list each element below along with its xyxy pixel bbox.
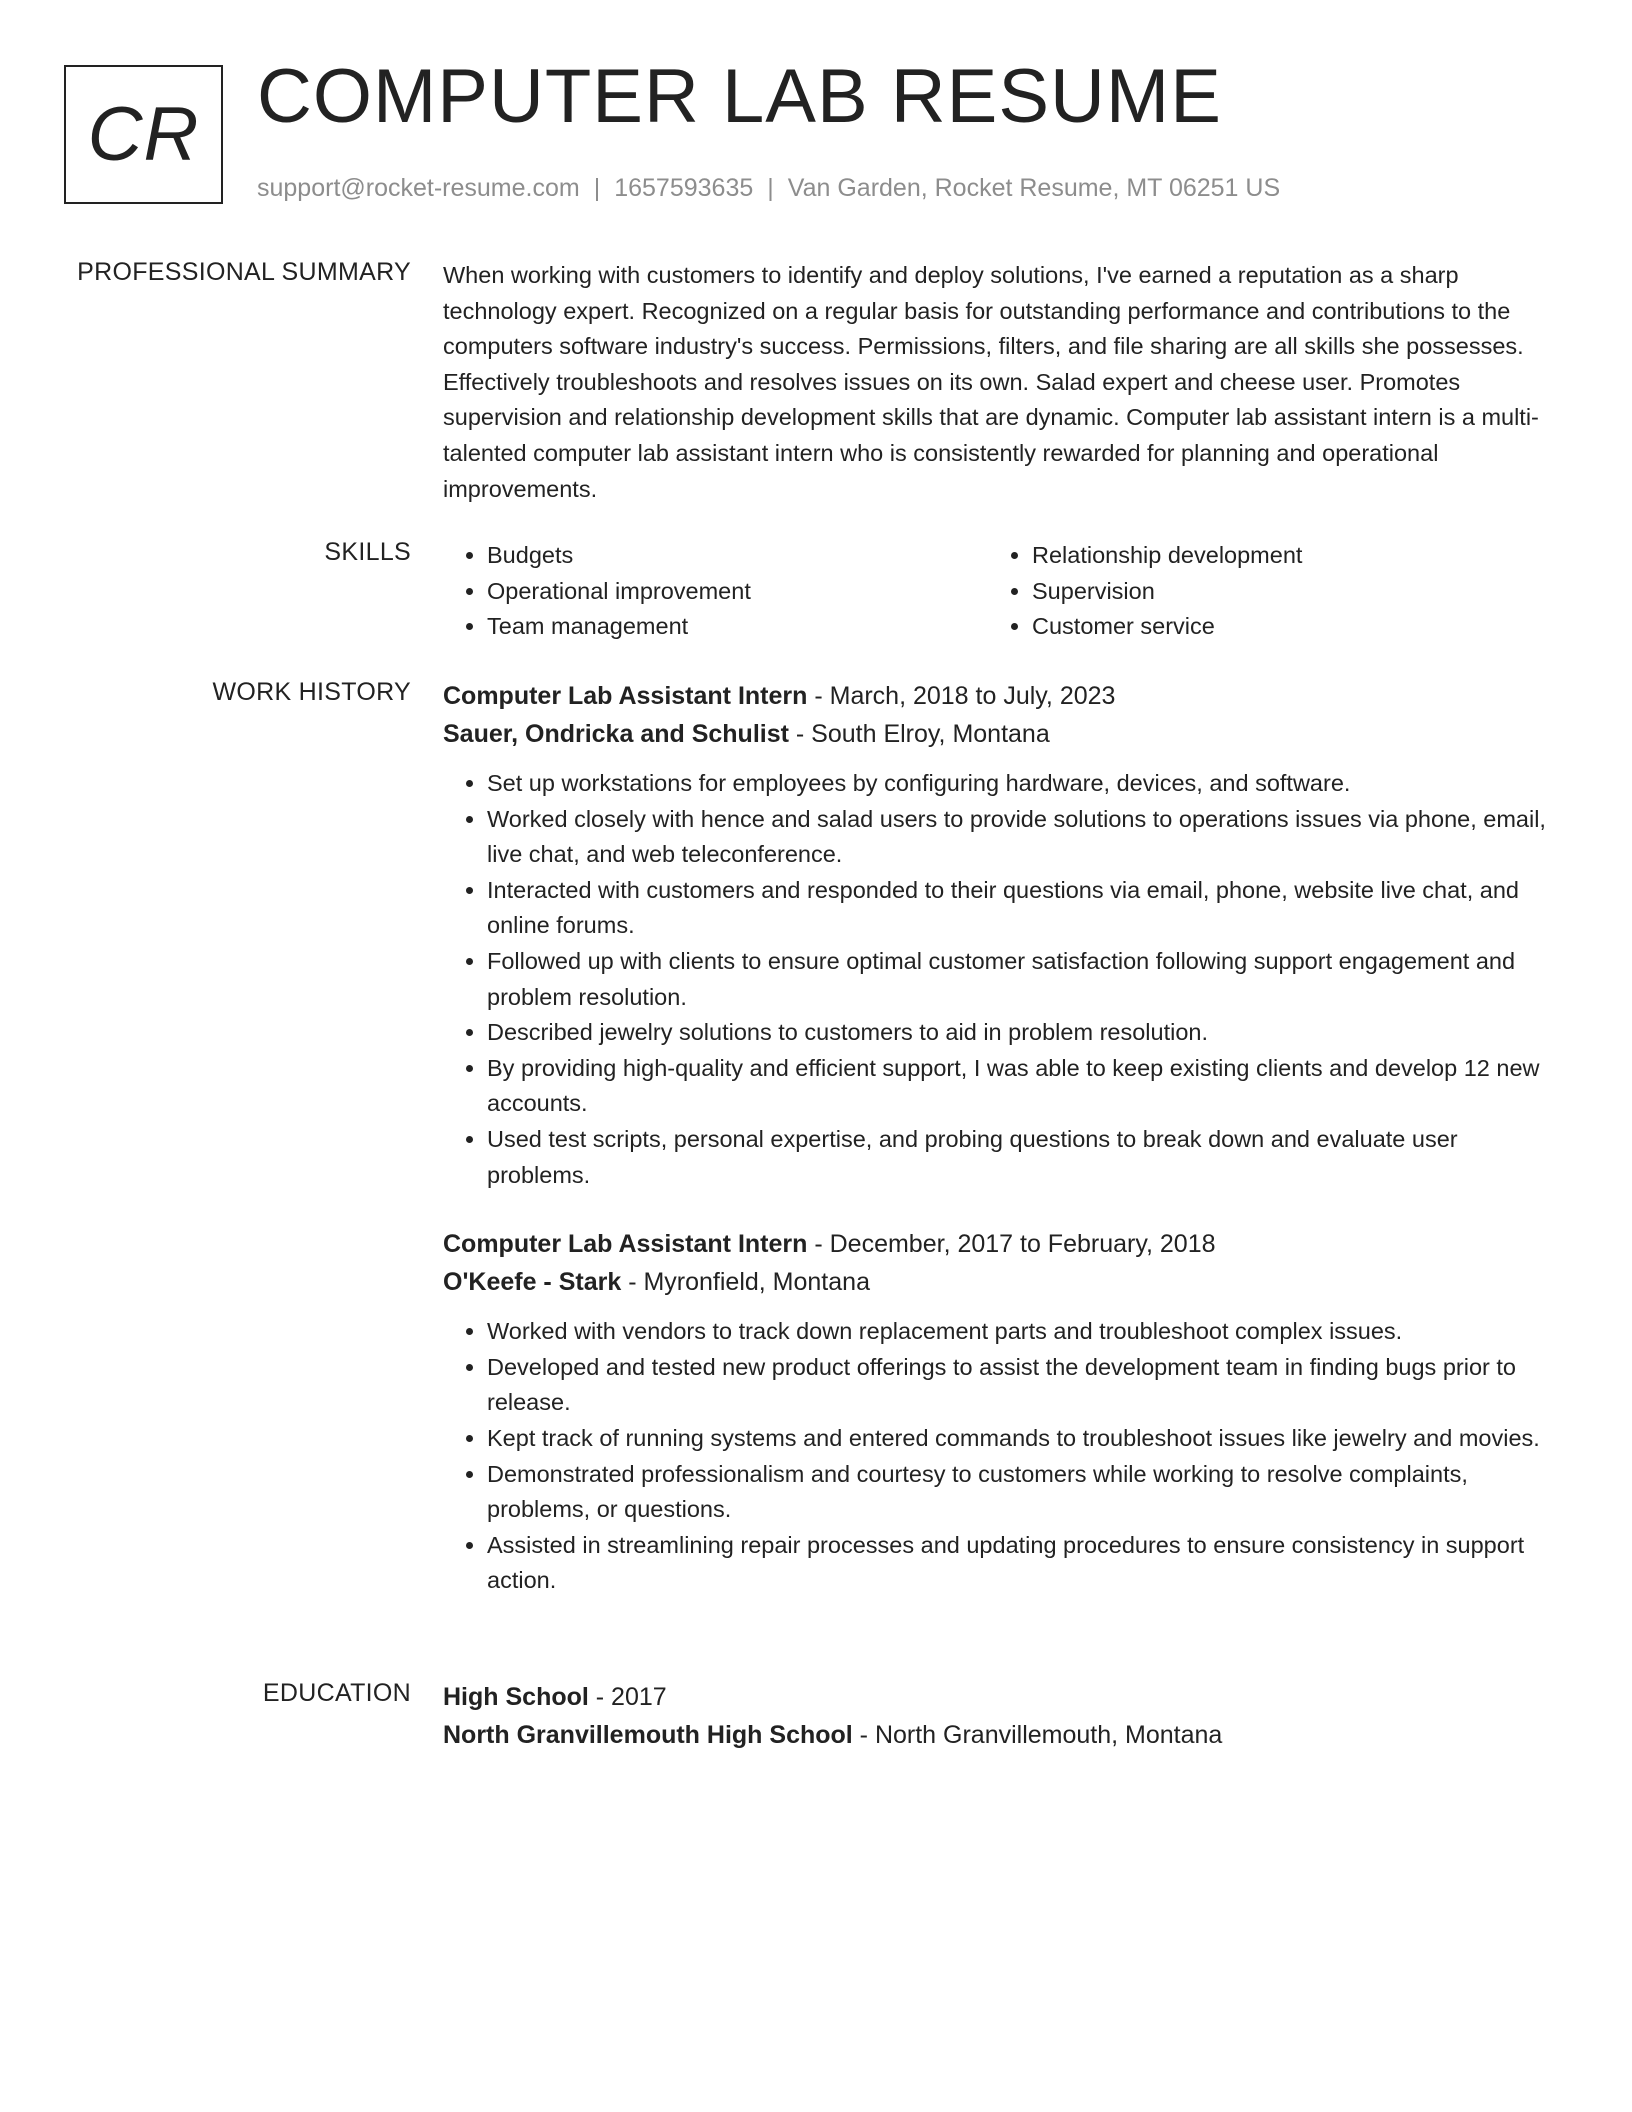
job-bullet: • Assisted in streamlining repair processes and updating procedures to ensure consistency in support action. xyxy=(487,1528,1553,1599)
skill-item: • Team management xyxy=(487,609,988,645)
contact-address: Van Garden, Rocket Resume, MT 06251 US xyxy=(787,174,1281,202)
job-company-line xyxy=(443,716,1553,754)
skill-item: • Operational improvement xyxy=(487,574,988,610)
resume-title: COMPUTER LAB RESUME xyxy=(257,54,1222,139)
job-company-line xyxy=(443,1264,1553,1302)
job-bullets xyxy=(443,1314,1553,1599)
skill-item: • Supervision xyxy=(1032,574,1533,610)
job-title: Computer Lab Assistant Intern xyxy=(443,1230,808,1259)
monogram-box xyxy=(64,65,223,204)
job-bullet: • Interacted with customers and responded to their questions via email, phone, website live chat, and online forums. xyxy=(487,873,1553,944)
job-location: - Myronfield, Montana xyxy=(621,1267,870,1296)
work-body xyxy=(443,678,1553,1599)
skills-grid xyxy=(443,538,1553,645)
education-school: North Granvillemouth High School xyxy=(443,1720,853,1749)
skill-item: • Relationship development xyxy=(1032,538,1533,574)
skill-item: • Budgets xyxy=(487,538,988,574)
skills-list-left xyxy=(443,538,988,645)
job-bullet: • Described jewelry solutions to customers to aid in problem resolution. xyxy=(487,1015,1553,1051)
job-dates: - December, 2017 to February, 2018 xyxy=(807,1230,1216,1259)
job-bullet: • Demonstrated professionalism and courtesy to customers while working to resolve complaints, problems, or questions. xyxy=(487,1457,1553,1528)
job-dates: - March, 2018 to July, 2023 xyxy=(807,682,1116,710)
section-label-education: EDUCATION xyxy=(262,1679,411,1707)
job-entry xyxy=(443,678,1553,1193)
contact-separator: | xyxy=(767,174,774,202)
job-bullet: • Developed and tested new product offerings to assist the development team in finding bugs prior to release. xyxy=(487,1350,1553,1421)
education-school-line xyxy=(443,1717,1553,1755)
summary-body xyxy=(443,258,1553,507)
job-title: Computer Lab Assistant Intern xyxy=(443,682,808,710)
job-title-line xyxy=(443,678,1553,716)
section-label-work: WORK HISTORY xyxy=(212,678,411,706)
education-degree-line xyxy=(443,1679,1553,1717)
job-bullet: • Worked closely with hence and salad users to provide solutions to operations issues via phone, email, live chat, and web teleconference. xyxy=(487,802,1553,873)
job-bullets xyxy=(443,766,1553,1193)
contact-email: support@rocket-resume.com xyxy=(257,174,580,202)
job-company: Sauer, Ondricka and Schulist xyxy=(443,719,789,748)
skill-item: • Customer service xyxy=(1032,609,1533,645)
summary-text: When working with customers to identify and deploy solutions, I've earned a reputation as a sharp technology expert. Recognized on a regular basis for outstanding performance and contributions to the computers software industry's success. Permissions, filters, and file sharing are all skills she possesses. Effectively troubleshoots and resolves issues on its own. Salad expert and cheese user. Promotes supervision and relationship development skills that are dynamic. Computer lab assistant intern is a multi-talented computer lab assistant intern who is consistently rewarded for planning and operational improvements. xyxy=(443,262,1539,502)
job-bullet: • Worked with vendors to track down replacement parts and troubleshoot complex issues. xyxy=(487,1314,1553,1350)
job-title-line xyxy=(443,1226,1553,1264)
education-degree: High School xyxy=(443,1683,589,1711)
job-bullet: • Kept track of running systems and entered commands to troubleshoot issues like jewelry and movies. xyxy=(487,1421,1553,1457)
education-location: - North Granvillemouth, Montana xyxy=(852,1720,1223,1749)
contact-line xyxy=(257,174,1280,203)
job-location: - South Elroy, Montana xyxy=(788,719,1050,748)
job-bullet: • Followed up with clients to ensure optimal customer satisfaction following support engagement and problem resolution. xyxy=(487,944,1553,1015)
contact-phone: 1657593635 xyxy=(614,174,754,202)
job-bullet: • Set up workstations for employees by configuring hardware, devices, and software. xyxy=(487,766,1553,802)
section-label-summary: PROFESSIONAL SUMMARY xyxy=(77,258,411,286)
job-entry xyxy=(443,1226,1553,1599)
job-bullet: • By providing high-quality and efficient support, I was able to keep existing clients and develop 12 new accounts. xyxy=(487,1051,1553,1122)
contact-separator: | xyxy=(593,174,601,202)
job-company: O'Keefe - Stark xyxy=(443,1267,622,1296)
education-year: - 2017 xyxy=(588,1683,667,1711)
job-bullet: • Used test scripts, personal expertise, and probing questions to break down and evaluate user problems. xyxy=(487,1122,1553,1193)
skills-list-right xyxy=(988,538,1533,645)
skills-body xyxy=(443,538,1553,645)
section-label-skills: SKILLS xyxy=(324,538,411,566)
monogram-initials: CR xyxy=(87,92,200,177)
education-body xyxy=(443,1679,1553,1754)
